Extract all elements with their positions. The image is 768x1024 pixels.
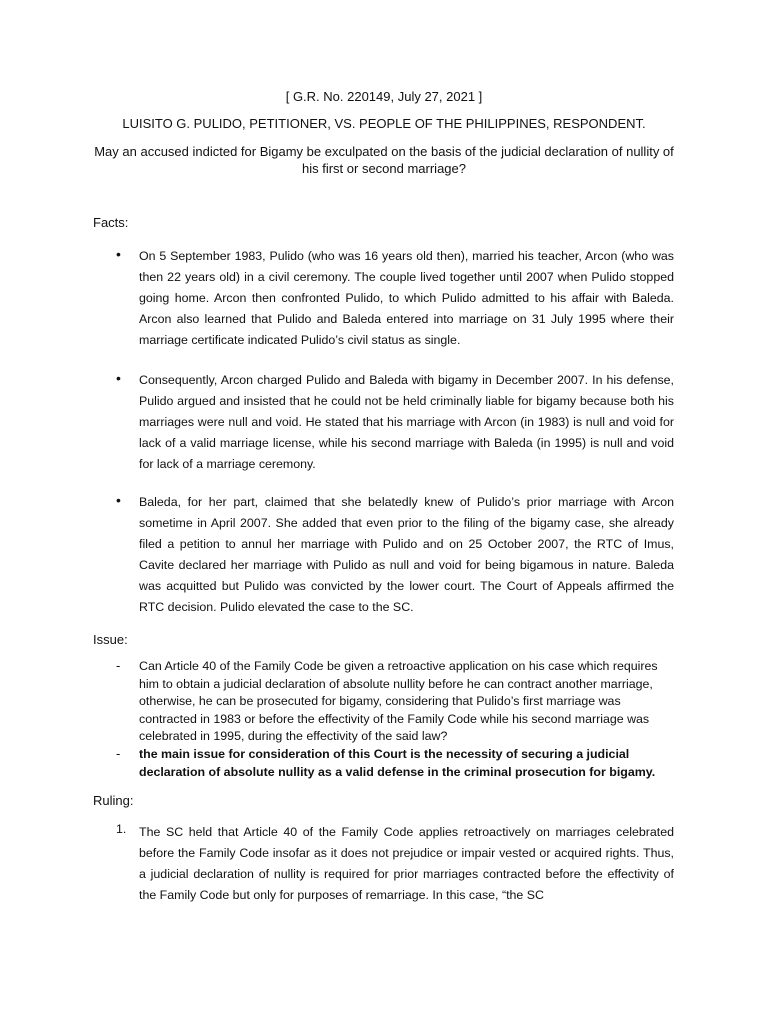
case-parties: LUISITO G. PULIDO, PETITIONER, VS. PEOPLE OF THE PHILIPPINES, RESPONDENT.	[122, 116, 646, 131]
issue-heading: Issue:	[93, 632, 128, 647]
facts-item-1: On 5 September 1983, Pulido (who was 16 years old then), married his teacher, Arcon (who was then 22 years old) in a civil ceremony. The couple lived together until 2007 when Pulido stopped going home. Arcon then confronted Pulido, to which Pulido admitted to his affair with Baleda. Arcon also learned that Pulido and Baleda entered into marriage on 31 July 1995 where their marriage certificate indicated Pulido’s civil status as single.	[139, 249, 674, 347]
ruling-item-1: The SC held that Article 40 of the Family Code applies retroactively on marriages celebrated before the Family Code insofar as it does not prejudice or impair vested or acquired rights. Thus, a judicial declaration of nullity is required for prior marriages contracted before the effectivity of the Family Code but only for purposes of remarriage. In this case, “the SC	[139, 825, 674, 902]
bullet-icon: •	[116, 246, 121, 262]
ruling-number: 1.	[116, 822, 127, 836]
ruling-heading: Ruling:	[93, 793, 134, 808]
dash-marker: -	[116, 658, 121, 673]
case-question: May an accused indicted for Bigamy be exculpated on the basis of the judicial declaration of nullity of his first or second marriage?	[94, 144, 674, 176]
facts-item-2: Consequently, Arcon charged Pulido and Baleda with bigamy in December 2007. In his defense, Pulido argued and insisted that he could not be held criminally liable for bigamy because both his marriages were null and void. He stated that his marriage with Arcon (in 1983) is null and void for lack of a valid marriage license, while his second marriage with Baleda (in 1995) is null and void for lack of a marriage ceremony.	[139, 373, 674, 471]
facts-item-3: Baleda, for her part, claimed that she belatedly knew of Pulido’s prior marriage with Arcon sometime in April 2007. She added that even prior to the filing of the bigamy case, she already filed a petition to annul her marriage with Pulido and on 25 October 2007, the RTC of Imus, Cavite declared her marriage with Pulido as null and void for being bigamous in nature. Baleda was acquitted but Pulido was convicted by the lower court. The Court of Appeals affirmed the RTC decision. Pulido elevated the case to the SC.	[139, 495, 674, 614]
bullet-icon: •	[116, 492, 121, 508]
case-number: [ G.R. No. 220149, July 27, 2021 ]	[285, 89, 483, 104]
bullet-icon: •	[116, 370, 121, 386]
dash-marker: -	[116, 746, 121, 761]
facts-heading: Facts:	[93, 215, 129, 230]
issue-item-2: the main issue for consideration of this Court is the necessity of securing a judicial declaration of absolute nullity as a valid defense in the criminal prosecution for bigamy.	[139, 747, 656, 779]
issue-item-1: Can Article 40 of the Family Code be given a retroactive application on his case which requires him to obtain a judicial declaration of absolute nullity before he can contract another marriage, otherwise, he can be prosecuted for bigamy, considering that Pulido’s first marriage was contracted in 1983 or before the effectivity of the Family Code while his second marriage was celebrated in 1995, during the effectivity of the said law?	[139, 659, 658, 744]
